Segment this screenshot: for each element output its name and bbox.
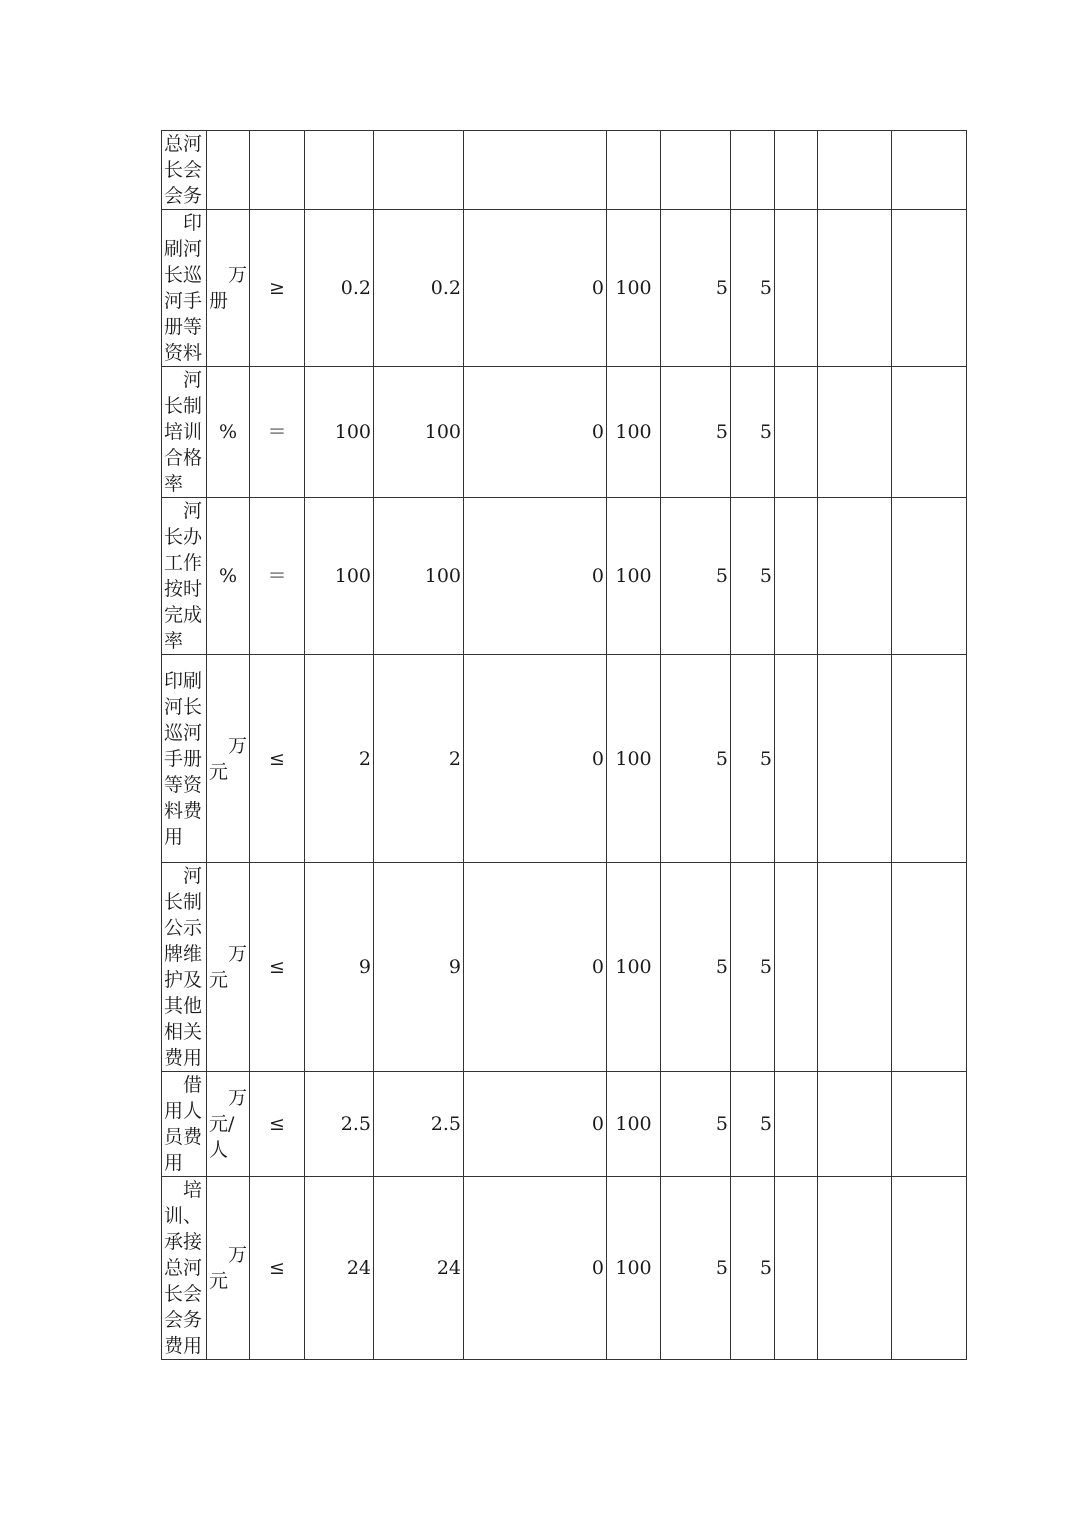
- full-score-cell: 5: [661, 210, 731, 367]
- target-value-cell: 100: [305, 498, 374, 655]
- table-row: [162, 863, 967, 1072]
- blank-cell: [818, 498, 892, 655]
- indicator-text: 借用人员费用: [164, 1074, 203, 1174]
- blank-cell: [775, 498, 818, 655]
- indicator-text: 印刷河长巡河手册等资料: [164, 212, 203, 364]
- full-score-cell: 5: [661, 1072, 731, 1177]
- actual-value-cell: [374, 131, 464, 210]
- unit-text: 万册: [209, 264, 248, 312]
- indicator-cell: [162, 1177, 207, 1360]
- completion-rate-cell: 100: [607, 655, 661, 863]
- blank-cell: [775, 1177, 818, 1360]
- blank-cell: [892, 863, 967, 1072]
- unit-text: 万元: [209, 1244, 248, 1292]
- deviation-cell: 0: [464, 1177, 607, 1360]
- blank-cell: [818, 863, 892, 1072]
- blank-cell: [818, 367, 892, 498]
- blank-cell: [892, 1177, 967, 1360]
- full-score-cell: 5: [661, 655, 731, 863]
- blank-cell: [892, 655, 967, 863]
- blank-cell: [818, 131, 892, 210]
- completion-rate-cell: 100: [607, 863, 661, 1072]
- indicator-cell: [162, 1072, 207, 1177]
- deviation-cell: [464, 131, 607, 210]
- unit-cell: [207, 131, 250, 210]
- indicator-cell: [162, 655, 207, 863]
- table-row: [162, 655, 967, 863]
- operator-cell: ＝: [250, 498, 305, 655]
- completion-rate-cell: [607, 131, 661, 210]
- operator-cell: ≤: [250, 1177, 305, 1360]
- unit-text: 万元/人: [209, 1087, 248, 1161]
- score-cell: 5: [731, 1177, 775, 1360]
- full-score-cell: [661, 131, 731, 210]
- full-score-cell: 5: [661, 498, 731, 655]
- indicator-text: 河长办工作按时完成率: [164, 500, 203, 652]
- deviation-cell: 0: [464, 498, 607, 655]
- unit-cell: [207, 1177, 250, 1360]
- full-score-cell: 5: [661, 367, 731, 498]
- blank-cell: [775, 1072, 818, 1177]
- score-cell: 5: [731, 863, 775, 1072]
- target-value-cell: 2: [305, 655, 374, 863]
- blank-cell: [818, 1177, 892, 1360]
- indicator-cell: [162, 498, 207, 655]
- actual-value-cell: 24: [374, 1177, 464, 1360]
- score-cell: 5: [731, 367, 775, 498]
- actual-value-cell: 100: [374, 367, 464, 498]
- unit-cell: %: [207, 498, 250, 655]
- unit-text: 万元: [209, 734, 248, 783]
- completion-rate-cell: 100: [607, 210, 661, 367]
- indicator-text: 河长制培训合格率: [164, 369, 203, 495]
- unit-cell: [207, 1072, 250, 1177]
- actual-value-cell: 100: [374, 498, 464, 655]
- operator-cell: ＝: [250, 367, 305, 498]
- blank-cell: [775, 863, 818, 1072]
- indicator-cell: [162, 863, 207, 1072]
- blank-cell: [892, 131, 967, 210]
- target-value-cell: 2.5: [305, 1072, 374, 1177]
- completion-rate-cell: 100: [607, 1072, 661, 1177]
- table-row: [162, 210, 967, 367]
- operator-cell: ≤: [250, 1072, 305, 1177]
- table-row: [162, 367, 967, 498]
- indicator-cell: [162, 367, 207, 498]
- deviation-cell: 0: [464, 367, 607, 498]
- unit-cell: %: [207, 367, 250, 498]
- full-score-cell: 5: [661, 863, 731, 1072]
- table-row: [162, 498, 967, 655]
- indicator-text: 印刷河长巡河手册等资料费用: [164, 669, 203, 848]
- completion-rate-cell: 100: [607, 1177, 661, 1360]
- completion-rate-cell: 100: [607, 367, 661, 498]
- unit-cell: [207, 655, 250, 863]
- blank-cell: [775, 131, 818, 210]
- score-cell: 5: [731, 655, 775, 863]
- full-score-cell: 5: [661, 1177, 731, 1360]
- blank-cell: [775, 655, 818, 863]
- blank-cell: [818, 655, 892, 863]
- indicator-cell: [162, 210, 207, 367]
- target-value-cell: [305, 131, 374, 210]
- blank-cell: [775, 367, 818, 498]
- deviation-cell: 0: [464, 210, 607, 367]
- performance-table: [161, 130, 967, 1360]
- unit-cell: [207, 210, 250, 367]
- table-row: [162, 1072, 967, 1177]
- indicator-text: 培训、承接总河长会会务费用: [164, 1179, 203, 1357]
- target-value-cell: 9: [305, 863, 374, 1072]
- indicator-text: 总河长会会务: [164, 133, 203, 207]
- blank-cell: [892, 210, 967, 367]
- table-body: [162, 131, 967, 1360]
- operator-cell: ≤: [250, 863, 305, 1072]
- indicator-text: 河长制公示牌维护及其他相关费用: [164, 865, 203, 1069]
- unit-text: 万元: [209, 943, 248, 991]
- target-value-cell: 24: [305, 1177, 374, 1360]
- table-row: [162, 131, 967, 210]
- score-cell: 5: [731, 1072, 775, 1177]
- score-cell: [731, 131, 775, 210]
- blank-cell: [818, 210, 892, 367]
- actual-value-cell: 9: [374, 863, 464, 1072]
- completion-rate-cell: 100: [607, 498, 661, 655]
- blank-cell: [892, 1072, 967, 1177]
- deviation-cell: 0: [464, 1072, 607, 1177]
- actual-value-cell: 2.5: [374, 1072, 464, 1177]
- target-value-cell: 0.2: [305, 210, 374, 367]
- deviation-cell: 0: [464, 863, 607, 1072]
- operator-cell: [250, 131, 305, 210]
- operator-cell: ≤: [250, 655, 305, 863]
- deviation-cell: 0: [464, 655, 607, 863]
- unit-cell: [207, 863, 250, 1072]
- actual-value-cell: 2: [374, 655, 464, 863]
- blank-cell: [818, 1072, 892, 1177]
- blank-cell: [775, 210, 818, 367]
- blank-cell: [892, 498, 967, 655]
- score-cell: 5: [731, 498, 775, 655]
- indicator-cell: [162, 131, 207, 210]
- actual-value-cell: 0.2: [374, 210, 464, 367]
- blank-cell: [892, 367, 967, 498]
- target-value-cell: 100: [305, 367, 374, 498]
- operator-cell: ≥: [250, 210, 305, 367]
- score-cell: 5: [731, 210, 775, 367]
- table-row: [162, 1177, 967, 1360]
